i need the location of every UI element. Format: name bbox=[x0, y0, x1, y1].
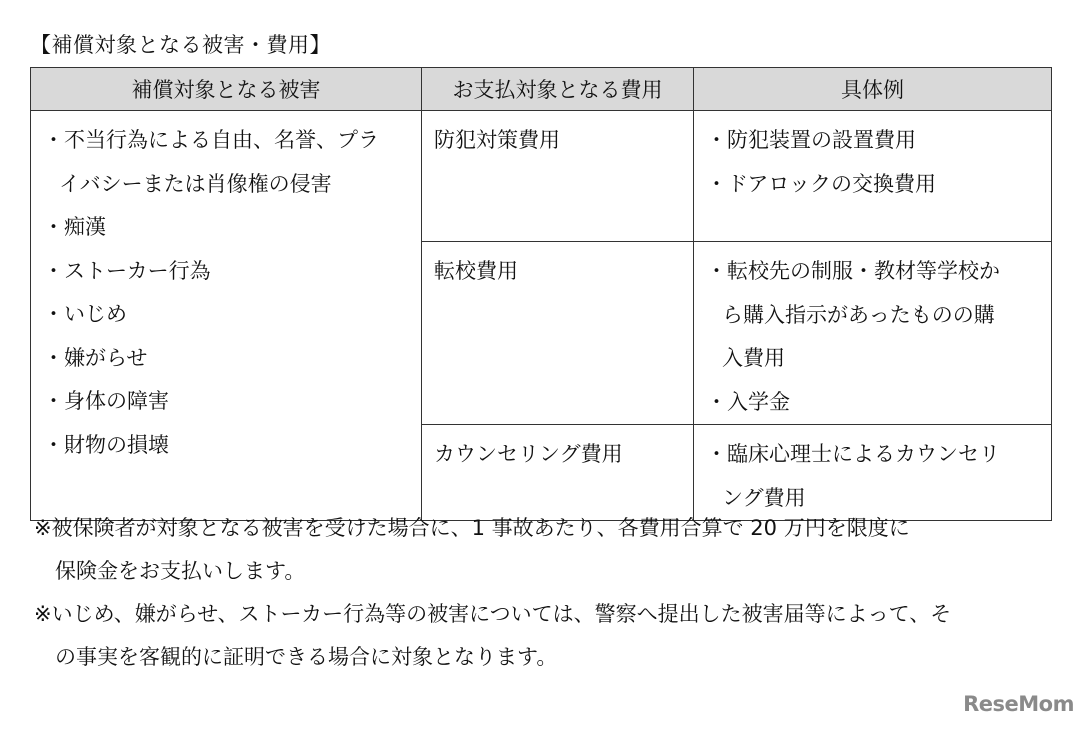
damage-item: ・嫌がらせ bbox=[43, 345, 148, 370]
example-line: ・転校先の制服・教材等学校か bbox=[706, 259, 1000, 283]
example-line: ・ドアロックの交換費用 bbox=[706, 171, 936, 196]
note-line: ※いじめ、嫌がらせ、ストーカー行為等の被害については、警察へ提出した被害届等によって、そ bbox=[34, 602, 952, 626]
damage-item: イバシーまたは肖像権の侵害 bbox=[59, 171, 332, 196]
example-cell bbox=[694, 242, 1052, 425]
header-cost: お支払対象となる費用 bbox=[422, 68, 694, 111]
note-line: ※被保険者が対象となる被害を受けた場合に、1 事故あたり、各費用合算で 20 万円を限度に bbox=[34, 516, 910, 540]
damage-item: ・身体の障害 bbox=[43, 389, 169, 413]
example-cell bbox=[694, 111, 1052, 242]
example-line: ング費用 bbox=[722, 485, 806, 510]
cost-cell: カウンセリング費用 bbox=[422, 425, 694, 521]
note-line: の事実を客観的に証明できる場合に対象となります。 bbox=[55, 645, 558, 669]
damage-list-cell bbox=[31, 111, 422, 521]
damage-item: ・ストーカー行為 bbox=[43, 258, 211, 283]
table-header-row bbox=[31, 68, 1052, 111]
example-line: 入費用 bbox=[722, 346, 785, 370]
example-line: ・入学金 bbox=[706, 389, 790, 414]
cost-cell: 転校費用 bbox=[422, 242, 694, 425]
note-line: 保険金をお支払いします。 bbox=[55, 559, 306, 583]
example-line: ・臨床心理士によるカウンセリ bbox=[706, 442, 1000, 466]
resemom-logo: ReseMom bbox=[963, 692, 1074, 716]
damage-item: ・財物の損壊 bbox=[43, 432, 169, 457]
damage-item: ・痴漢 bbox=[43, 215, 106, 239]
header-damage: 補償対象となる被害 bbox=[31, 68, 422, 111]
example-line: ・防犯装置の設置費用 bbox=[706, 128, 916, 152]
table-row bbox=[31, 111, 1052, 242]
header-example: 具体例 bbox=[694, 68, 1052, 111]
damage-item: ・いじめ bbox=[43, 302, 127, 326]
damage-item: ・不当行為による自由、名誉、プラ bbox=[43, 128, 379, 152]
note-2 bbox=[34, 593, 951, 679]
coverage-table bbox=[30, 67, 1052, 521]
page-title: 【補償対象となる被害・費用】 bbox=[30, 33, 331, 57]
cost-cell: 防犯対策費用 bbox=[422, 111, 694, 242]
note-1 bbox=[34, 507, 910, 593]
example-line: ら購入指示があったものの購 bbox=[722, 302, 995, 327]
